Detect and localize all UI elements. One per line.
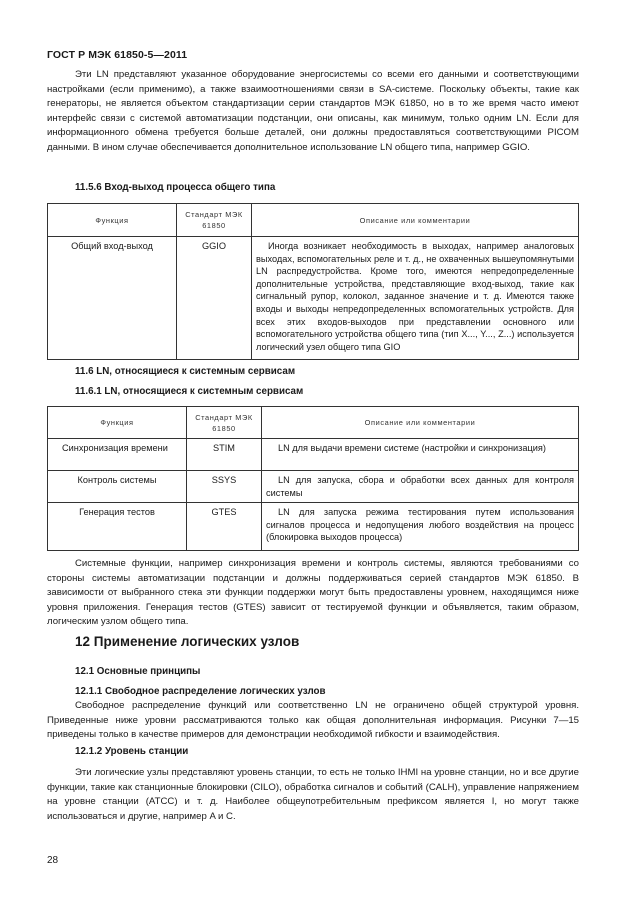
table-system-services [47, 406, 579, 551]
paragraph-12-1-2: Эти логические узлы представляют уровень станции, то есть не только IHMI на уровне станции, но и все другие функции, такие как станционные блокировки (CILO), обработка сигналов и событий (CALH), управление напряжением на уровне станции (ATCC) и т. д. Наиболее общеупотребительным префиксом является I, но могут также использоваться и другие, например A и C. [47, 767, 579, 822]
section-heading-12-1: 12.1 Основные принципы [75, 666, 201, 677]
paragraph-12-1-1: Свободное распределение функций или соответственно LN не ограничено общей структурой уровня. Приведенные ниже уровни рассматриваются только как общая дополнительная информация. Рисунки 7—15 приведены только в качестве примеров для демонстрации необходимой гибкости и взаимодействия. [47, 700, 579, 741]
column-header-description: Описание или комментарии [252, 204, 579, 237]
column-header-function: Функция [48, 407, 187, 439]
cell-description: Иногда возникает необходимость в выходах, например аналоговых выходах, вспомогательных реле и т. д., не охваченных вышеупомянутыми LN распредустройства. Кроме того, имеются непредопределенные дополнительные устройства, представляющие вход-выход, такие как сигнальный рупор, колокол, заданное значение и т. д. Имеются также входы и выходы непредопределенных вспомогательных устройств. Для всех этих входов-выходов при представлении основного или вспомогательного устройства общего типа (тип X..., Y..., Z...) используется логический узел общего типа GIO [252, 237, 579, 360]
cell-description: LN для запуска, сбора и обработки всех данных для контроля системы [262, 471, 579, 503]
column-header-standard: Стандарт МЭК 61850 [177, 204, 252, 237]
table-row [48, 439, 579, 471]
cell-description: LN для выдачи времени системе (настройки и синхронизация) [262, 439, 579, 471]
cell-standard: SSYS [187, 471, 262, 503]
section-heading-11-6-1: 11.6.1 LN, относящиеся к системным сервисам [75, 386, 304, 397]
column-header-function: Функция [48, 204, 177, 237]
section-heading-12: 12 Применение логических узлов [75, 634, 300, 649]
cell-standard: GTES [187, 503, 262, 551]
table-row [48, 503, 579, 551]
section-heading-11-6: 11.6 LN, относящиеся к системным сервисам [75, 366, 296, 377]
cell-function: Общий вход-выход [48, 237, 177, 360]
cell-standard: STIM [187, 439, 262, 471]
section-heading-12-1-1: 12.1.1 Свободное распределение логических узлов [75, 686, 326, 697]
cell-standard: GGIO [177, 237, 252, 360]
column-header-description: Описание или комментарии [262, 407, 579, 439]
table-row [48, 237, 579, 360]
intro-paragraph: Эти LN представляют указанное оборудование энергосистемы со всеми его данными и соответствующими настройками (если применимо), а также взаимоотношениями связи в SA-системе. Поскольку объекты, такие как генераторы, не является объектом стандартизации серии стандартов МЭК 61850, но в то же время часто имеют интерфейс связи с системой автоматизации подстанции, они описаны, как минимум, только одним LN. Если для информационного обмена требуется больше деталей, они должны предоставляться соответствующими PICOM данными. В ином случае обеспечивается дополнительное использование LN общего типа, например GGIO. [47, 69, 579, 153]
cell-function: Генерация тестов [48, 503, 187, 551]
table-general-io [47, 203, 579, 360]
section-heading-11-5-6: 11.5.6 Вход-выход процесса общего типа [75, 182, 276, 193]
system-functions-paragraph: Системные функции, например синхронизация времени и контроль системы, являются требованиями со стороны системы автоматизации подстанции и должны поддерживаться серией стандартов МЭК 61850. В зависимости от выбранного стека эти функции поддержки могут быть предоставлены уровнем, находящимся ниже уровня приложения. Генерация тестов (GTES) зависит от тестируемой функции и объявляется, таким образом, логическим узлом общего типа. [47, 558, 579, 628]
column-header-standard: Стандарт МЭК 61850 [187, 407, 262, 439]
cell-function: Синхронизация времени [48, 439, 187, 471]
cell-description: LN для запуска режима тестирования путем использования сигналов процесса и недопущения любого воздействия на процесс (блокировка выходов процесса) [262, 503, 579, 551]
document-header: ГОСТ Р МЭК 61850-5—2011 [47, 49, 188, 61]
section-heading-12-1-2: 12.1.2 Уровень станции [75, 746, 189, 757]
page-number: 28 [47, 855, 59, 866]
cell-function: Контроль системы [48, 471, 187, 503]
table-row [48, 471, 579, 503]
